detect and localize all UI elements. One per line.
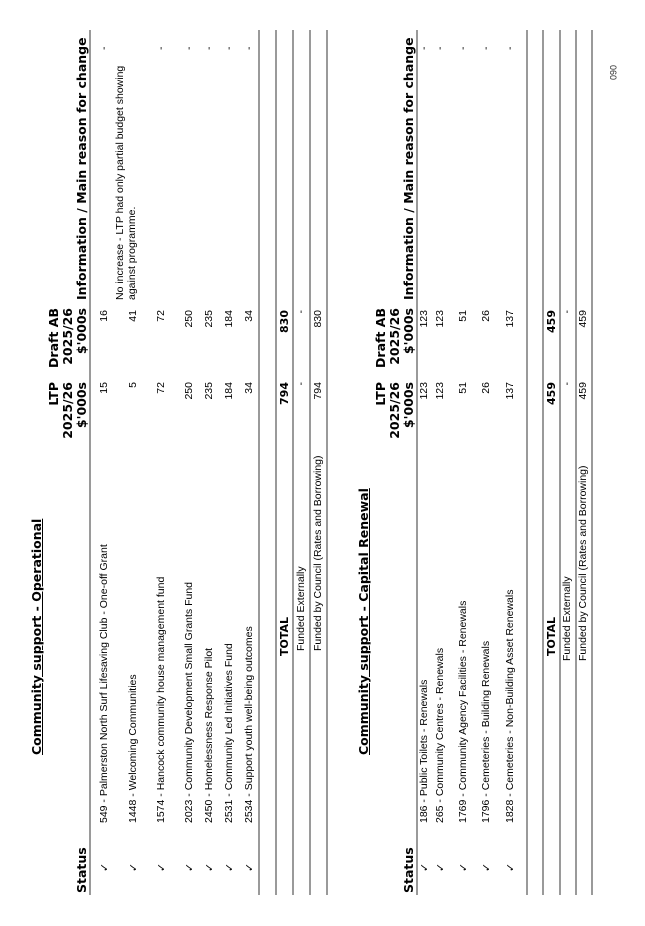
section-title: Community support - Capital Renewal (356, 488, 371, 755)
row-ltp: 26 (480, 382, 492, 394)
row-ltp: 123 (434, 382, 446, 400)
row-draft: 235 (203, 310, 215, 328)
draft-header (47, 308, 89, 374)
draft-header-line1: Draft AB (46, 308, 61, 368)
check-icon: ✓ (243, 862, 256, 872)
row-draft: 184 (223, 310, 235, 328)
row-name: 2534 - Support youth well-being outcomes (243, 626, 255, 823)
check-icon: ✓ (480, 862, 493, 872)
row-ltp: 184 (223, 382, 235, 400)
check-icon: ✓ (418, 862, 431, 872)
ltp-header-line1: LTP (373, 382, 388, 406)
ltp-header (47, 382, 89, 446)
funded-council-draft: 830 (312, 310, 324, 328)
row-ltp: 72 (155, 382, 167, 394)
row-info: - (434, 46, 446, 50)
external-divider (575, 30, 577, 895)
row-draft: 34 (243, 310, 255, 322)
row-draft: 72 (155, 310, 167, 322)
total-top-divider (542, 30, 544, 895)
rows-divider (526, 30, 528, 895)
ltp-header-line2: 2025/26 (387, 382, 402, 439)
row-ltp: 123 (418, 382, 430, 400)
row-ltp: 137 (504, 382, 516, 400)
row-draft: 123 (418, 310, 430, 328)
row-info: - (243, 46, 255, 50)
row-info (114, 66, 138, 300)
total-label: TOTAL (545, 616, 558, 656)
row-draft: 41 (127, 310, 139, 322)
row-info: - (183, 46, 195, 50)
row-draft: 123 (434, 310, 446, 328)
total-ltp: 794 (278, 382, 291, 405)
total-bottom-divider (292, 30, 294, 895)
funded-council-ltp: 459 (577, 382, 589, 400)
external-divider (309, 30, 311, 895)
total-label-text: TOTAL (278, 616, 291, 656)
row-name: 265 - Community Centres - Renewals (434, 647, 446, 823)
funded-council-label: Funded by Council (Rates and Borrowing) (577, 465, 589, 661)
row-ltp: 34 (243, 382, 255, 394)
row-name: 549 - Palmerston North Surf Lifesaving Club - One-off Grant (98, 544, 110, 823)
row-draft: 137 (504, 310, 516, 328)
funded-council-ltp: 794 (312, 382, 324, 400)
row-info-line2: against programme. (126, 206, 138, 300)
draft-header-line2: 2025/26 (60, 308, 75, 365)
funded-council-label: Funded by Council (Rates and Borrowing) (312, 455, 324, 651)
total-draft: 459 (545, 310, 558, 333)
check-icon: ✓ (223, 862, 236, 872)
section-title: Community support - Operational (29, 518, 44, 755)
draft-header-line3: $'000s (401, 308, 416, 355)
row-info: - (203, 46, 215, 50)
row-draft: 26 (480, 310, 492, 322)
row-name: 2531 - Community Led Initiatives Fund (223, 643, 235, 823)
funded-externally-draft: - (295, 310, 307, 314)
check-icon: ✓ (504, 862, 517, 872)
ltp-header-line2: 2025/26 (60, 382, 75, 439)
total-top-divider (275, 30, 277, 895)
funded-externally-label: Funded Externally (295, 566, 307, 651)
info-header: Information / Main reason for change (74, 37, 89, 300)
page-number: 060 (608, 64, 618, 80)
row-ltp: 235 (203, 382, 215, 400)
check-icon: ✓ (155, 862, 168, 872)
row-name: 1796 - Cemeteries - Building Renewals (480, 640, 492, 823)
row-name: 1828 - Cemeteries - Non-Building Asset Renewals (504, 589, 516, 823)
ltp-header (374, 382, 416, 446)
check-icon: ✓ (457, 862, 470, 872)
row-info: - (155, 46, 167, 50)
status-header: Status (74, 847, 89, 893)
row-ltp: 51 (457, 382, 469, 394)
row-info: - (98, 46, 110, 50)
row-info: - (223, 46, 235, 50)
ltp-header-line3: $'000s (401, 382, 416, 429)
row-info: - (457, 46, 469, 50)
total-ltp: 459 (545, 382, 558, 405)
funded-council-draft: 459 (577, 310, 589, 328)
funded-externally-ltp: - (561, 382, 573, 386)
row-ltp: 5 (127, 382, 139, 388)
funded-externally-draft: - (561, 310, 573, 314)
row-draft: 51 (457, 310, 469, 322)
funded-externally-label: Funded Externally (561, 576, 573, 661)
check-icon: ✓ (183, 862, 196, 872)
row-info: - (418, 46, 430, 50)
row-name: 2450 - Homelessness Response Pilot (203, 647, 215, 823)
ltp-header-line1: LTP (46, 382, 61, 406)
check-icon: ✓ (434, 862, 447, 872)
draft-header (374, 308, 416, 374)
funded-externally-ltp: - (295, 382, 307, 386)
draft-header-line2: 2025/26 (387, 308, 402, 365)
row-info: - (504, 46, 516, 50)
row-name: 2023 - Community Development Small Grants Fund (183, 581, 195, 823)
row-name: 186 - Public Toilets - Renewals (418, 679, 430, 823)
draft-header-line1: Draft AB (373, 308, 388, 368)
check-icon: ✓ (127, 862, 140, 872)
status-header: Status (401, 847, 416, 893)
row-draft: 16 (98, 310, 110, 322)
draft-header-line3: $'000s (74, 308, 89, 355)
total-bottom-divider (559, 30, 561, 895)
section-bottom-divider (326, 30, 328, 895)
check-icon: ✓ (98, 862, 111, 872)
header-divider (89, 30, 91, 895)
rows-divider (258, 30, 260, 895)
check-icon: ✓ (203, 862, 216, 872)
info-header: Information / Main reason for change (401, 37, 416, 300)
row-name: 1574 - Hancock community house management fund (155, 576, 167, 823)
row-draft: 250 (183, 310, 195, 328)
row-ltp: 15 (98, 382, 110, 394)
row-name: 1769 - Community Agency Facilities - Renewals (457, 600, 469, 823)
row-info-line1: No increase - LTP had only partial budget showing (114, 65, 126, 300)
row-ltp: 250 (183, 382, 195, 400)
row-name: 1448 - Welcoming Communities (127, 674, 139, 823)
section-bottom-divider (591, 30, 593, 895)
ltp-header-line3: $'000s (74, 382, 89, 429)
total-draft: 830 (278, 310, 291, 333)
row-info: - (480, 46, 492, 50)
